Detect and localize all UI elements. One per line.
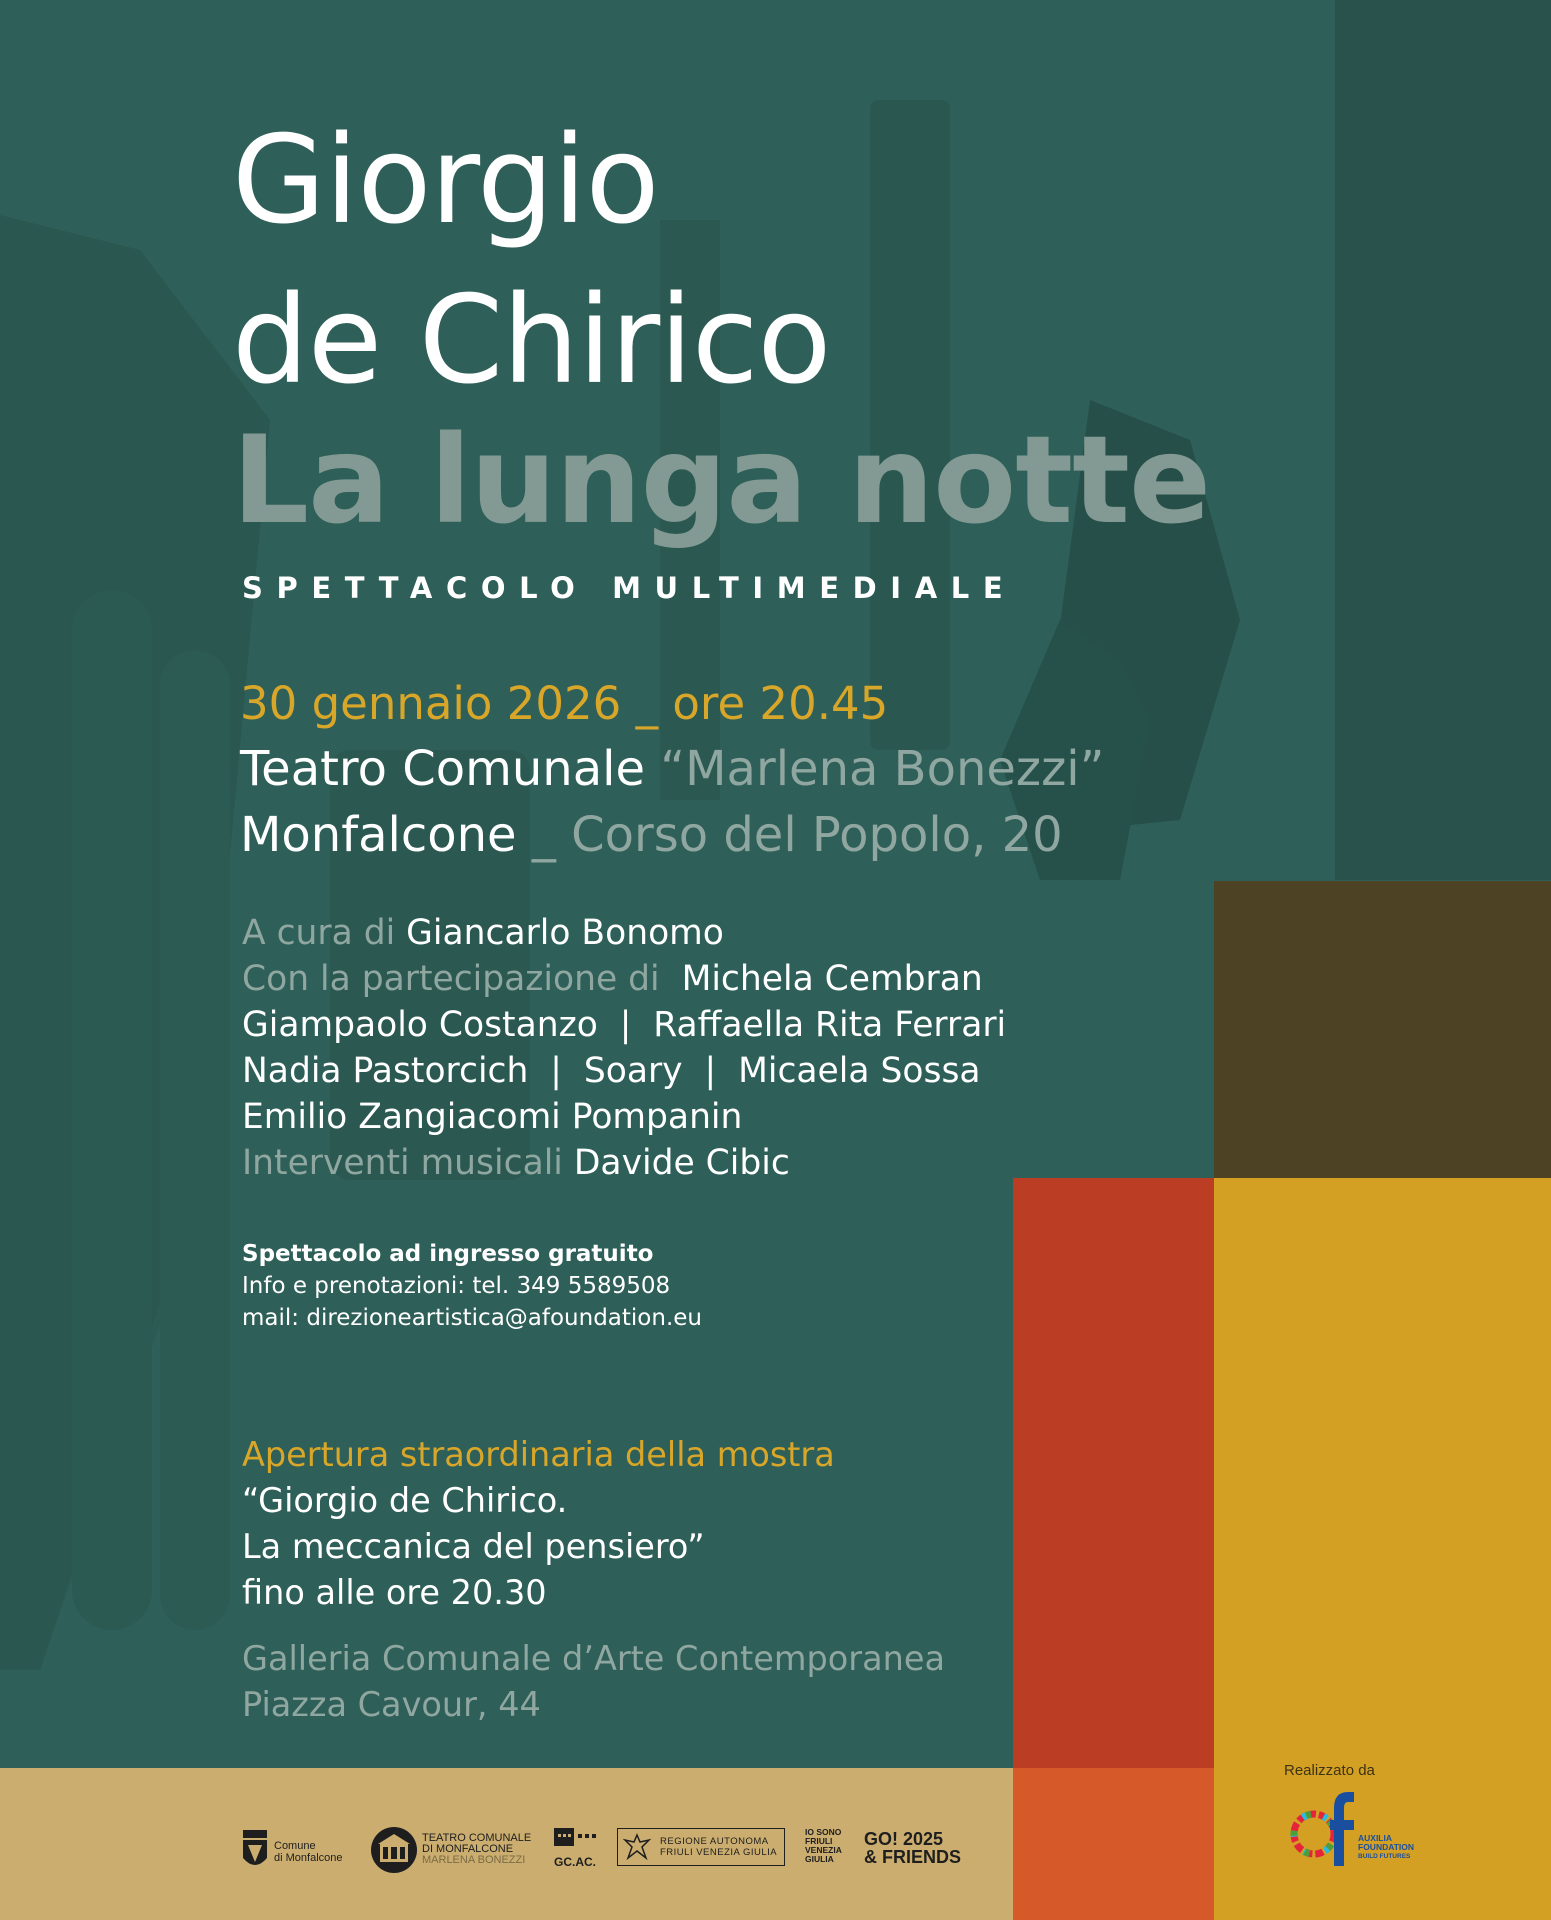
exhibition-heading: Apertura straordinaria della mostra: [242, 1435, 835, 1474]
show-title: La lunga notte: [232, 410, 1211, 551]
gcac-logo: [554, 1828, 602, 1874]
teatro-line-2: DI MONFALCONE: [422, 1843, 514, 1855]
mail-info[interactable]: mail: direzioneartistica@afoundation.eu: [242, 1305, 702, 1331]
go2025-logo: [864, 1830, 961, 1866]
free-entry-note: Spettacolo ad ingresso gratuito: [242, 1241, 654, 1267]
go-line-1: GO! 2025: [864, 1829, 944, 1849]
participants-line-4: Nadia Pastorcich | Soary | Micaela Sossa: [242, 1051, 981, 1091]
gallery-info: [242, 1636, 945, 1728]
theatre-icon: [370, 1826, 418, 1874]
credit-participation: [242, 956, 1006, 1002]
regione-line-1: REGIONE AUTONOMA: [660, 1836, 769, 1847]
comune-monfalcone-logo: [242, 1828, 382, 1872]
credit-music: [242, 1140, 1006, 1186]
regione-line-2: FRIULI VENEZIA GIULIA: [660, 1847, 778, 1858]
credit-curator: [242, 910, 1006, 956]
auxilia-foundation-logo: [1286, 1786, 1416, 1866]
venue-quoted-name: “Marlena Bonezzi”: [660, 741, 1105, 797]
af-line-2: FOUNDATION: [1358, 1842, 1415, 1852]
iosono-line-1: IO SONO: [805, 1827, 842, 1837]
gallery-address: Piazza Cavour, 44: [242, 1685, 541, 1724]
participation-label: Con la partecipazione di: [242, 959, 660, 999]
exhibition-info: [242, 1432, 835, 1616]
iosono-line-4: GIULIA: [805, 1854, 834, 1864]
gcac-label: GC.AC.: [554, 1855, 596, 1869]
event-date: 30 gennaio 2026 _ ore 20.45: [240, 677, 889, 730]
street-address: _ Corso del Popolo, 20: [531, 807, 1063, 863]
curator-label: A cura di: [242, 913, 396, 953]
made-by-label: Realizzato da: [1284, 1762, 1375, 1779]
af-icon: [1286, 1786, 1356, 1866]
exhibition-title-2: La meccanica del pensiero”: [242, 1527, 705, 1566]
regione-fvg-logo: [617, 1828, 785, 1866]
color-block-brown: [1214, 881, 1551, 1178]
comune-line-2: di Monfalcone: [274, 1852, 343, 1864]
gcac-icon: [554, 1828, 598, 1848]
title-line-2: de Chirico: [232, 270, 831, 411]
phone-info[interactable]: Info e prenotazioni: tel. 349 5589508: [242, 1273, 671, 1299]
title-line-1: Giorgio: [232, 110, 659, 251]
credits: [242, 910, 1006, 1186]
teatro-line-1: TEATRO COMUNALE: [422, 1832, 532, 1844]
color-block-orange: [1013, 1768, 1214, 1920]
coat-of-arms-icon: [242, 1828, 268, 1872]
af-line-1: AUXILIA: [1358, 1833, 1392, 1843]
go-line-2: & FRIENDS: [864, 1847, 962, 1867]
music-name: Davide Cibic: [573, 1143, 790, 1183]
comune-line-1: Comune: [274, 1840, 316, 1852]
exhibition-hours: fino alle ore 20.30: [242, 1573, 547, 1612]
iosono-line-3: VENEZIA: [805, 1845, 842, 1855]
color-block-red: [1013, 1178, 1214, 1768]
exhibition-title-1: “Giorgio de Chirico.: [242, 1481, 568, 1520]
address-line: [240, 807, 1063, 863]
participants-line-3: Giampaolo Costanzo | Raffaella Rita Ferrari: [242, 1005, 1007, 1045]
city: Monfalcone: [240, 807, 517, 863]
booking-info: [242, 1238, 702, 1334]
participants-line-5: Emilio Zangiacomi Pompanin: [242, 1097, 743, 1137]
gallery-name: Galleria Comunale d’Arte Contemporanea: [242, 1639, 945, 1678]
curator-name: Giancarlo Bonomo: [406, 913, 724, 953]
io-sono-fvg-logo: [805, 1828, 855, 1864]
music-label: Interventi musicali: [242, 1143, 563, 1183]
venue-name: Teatro Comunale: [240, 741, 645, 797]
show-type: SPETTACOLO MULTIMEDIALE: [242, 571, 1017, 605]
eagle-icon: [622, 1832, 652, 1862]
venue-line: [240, 741, 1105, 797]
teatro-line-3: MARLENA BONEZZI: [422, 1854, 526, 1866]
participant-name: Michela Cembran: [681, 959, 983, 999]
teatro-comunale-logo: [370, 1826, 540, 1874]
iosono-line-2: FRIULI: [805, 1836, 833, 1846]
af-line-3: BUILD FUTURES: [1358, 1853, 1411, 1860]
